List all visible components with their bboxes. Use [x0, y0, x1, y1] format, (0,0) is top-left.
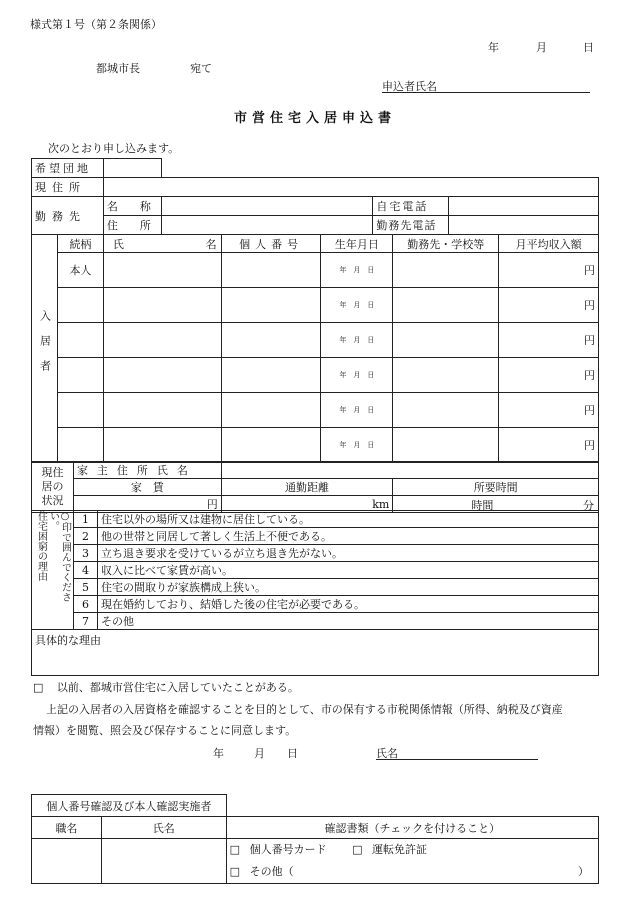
consent-signature-field[interactable] — [376, 745, 538, 760]
home-phone-label: 自宅電話 — [373, 197, 449, 216]
intro-text: 次のとおり申し込みます。 — [48, 142, 180, 155]
birthdate-cell[interactable]: 年 月 日 — [321, 288, 393, 323]
resident-name-cell[interactable] — [103, 358, 221, 393]
other-doc-label: その他（ — [249, 865, 294, 878]
resident-name-cell[interactable] — [103, 253, 221, 288]
relation-cell[interactable]: 本人 — [57, 253, 103, 288]
birthdate-cell[interactable]: 年 月 日 — [321, 323, 393, 358]
hardship-table — [31, 510, 599, 676]
previous-resident-row — [33, 679, 299, 695]
landlord-label: 家主住所氏名 — [73, 462, 221, 479]
income-cell[interactable]: 円 — [499, 253, 599, 288]
resident-row — [32, 393, 599, 428]
hardship-side-label — [32, 511, 74, 630]
specific-reason-field[interactable] — [32, 630, 599, 676]
resident-mynumber-cell[interactable] — [221, 288, 321, 323]
staff-name-field[interactable] — [101, 839, 226, 884]
reason-number[interactable]: 1 — [73, 511, 97, 528]
current-status-table — [31, 461, 599, 513]
resident-row — [32, 358, 599, 393]
resident-row — [32, 253, 599, 288]
work-phone-field[interactable] — [449, 216, 599, 235]
reason-text: 住宅の間取りが家族構成上狭い。 — [97, 579, 598, 596]
resident-name-cell[interactable] — [103, 288, 221, 323]
specific-reason-label: 具体的な理由 — [35, 634, 101, 647]
other-doc-close: ） — [578, 865, 589, 878]
staff-title-field[interactable] — [32, 839, 102, 884]
verification-heading: 個人番号確認及び本人確認実施者 — [32, 795, 227, 817]
relation-cell[interactable] — [57, 428, 103, 463]
relation-cell[interactable] — [57, 358, 103, 393]
relation-cell[interactable] — [57, 288, 103, 323]
income-cell[interactable]: 円 — [499, 323, 599, 358]
birthdate-header: 生年月日 — [321, 235, 393, 253]
consent-signature-label: 氏名 — [376, 747, 398, 760]
workplace-name-field[interactable] — [161, 197, 373, 216]
previous-resident-text: 以前、都城市営住宅に入居していたことがある。 — [56, 681, 299, 694]
resident-mynumber-cell[interactable] — [221, 358, 321, 393]
minutes-unit: 分 — [583, 499, 594, 512]
date-day-label: 日 — [583, 41, 594, 54]
drivers-license-checkbox[interactable]: □ — [352, 843, 363, 856]
workplace-address-field[interactable] — [161, 216, 373, 235]
desired-complex-label: 希望団地 — [32, 159, 104, 178]
applicant-name-label: 申込者氏名 — [382, 80, 437, 93]
page-title: 市営住宅入居申込書 — [233, 111, 396, 126]
income-cell[interactable]: 円 — [499, 358, 599, 393]
home-phone-field[interactable] — [449, 197, 599, 216]
resident-mynumber-cell[interactable] — [221, 428, 321, 463]
resident-workplace-cell[interactable] — [393, 358, 499, 393]
consent-date-day: 日 — [287, 747, 298, 760]
addressee-suffix: 宛て — [190, 62, 212, 75]
reason-number[interactable]: 3 — [73, 545, 97, 562]
reason-number[interactable]: 2 — [73, 528, 97, 545]
work-phone-label: 勤務先電話 — [373, 216, 449, 235]
birthdate-cell[interactable]: 年 月 日 — [321, 428, 393, 463]
reason-number[interactable]: 5 — [73, 579, 97, 596]
workplace-name-label: 名 称 — [103, 197, 161, 216]
resident-name-cell[interactable] — [103, 323, 221, 358]
consent-text-line2: 情報）を閲覧、照会及び保存することに同意します。 — [33, 724, 297, 737]
hardship-instruction: ○印で囲んでください。 — [47, 511, 71, 602]
relation-cell[interactable] — [57, 393, 103, 428]
commute-field[interactable]: km — [221, 496, 393, 513]
resident-workplace-cell[interactable] — [393, 428, 499, 463]
residents-table — [31, 234, 599, 463]
resident-workplace-cell[interactable] — [393, 288, 499, 323]
workplace-address-label: 住 所 — [103, 216, 161, 235]
income-cell[interactable]: 円 — [499, 393, 599, 428]
mynumber-header: 個人番号 — [221, 235, 321, 253]
mynumber-card-label: 個人番号カード — [249, 843, 327, 856]
surname-header: 氏 — [112, 237, 124, 251]
resident-row — [32, 323, 599, 358]
commute-label: 通勤距離 — [221, 479, 393, 496]
consent-text-line1: 上記の入居者の入居資格を確認することを目的として、市の保有する市税関係情報（所得、納税及び資産 — [46, 703, 563, 716]
date-month-label: 月 — [536, 41, 547, 54]
income-cell[interactable]: 円 — [499, 288, 599, 323]
income-header: 月平均収入額 — [499, 235, 599, 253]
workplace-school-header: 勤務先・学校等 — [393, 235, 499, 253]
residents-side-label — [32, 235, 58, 463]
consent-date-month: 月 — [254, 747, 265, 760]
applicant-name-field[interactable] — [382, 78, 590, 93]
resident-row — [32, 428, 599, 463]
staff-title-header: 職名 — [32, 817, 102, 839]
birthdate-cell[interactable]: 年 月 日 — [321, 393, 393, 428]
relation-cell[interactable] — [57, 323, 103, 358]
consent-date-year: 年 — [213, 747, 224, 760]
name-header — [103, 235, 221, 253]
date-year-label: 年 — [488, 41, 499, 54]
drivers-license-label: 運転免許証 — [371, 843, 427, 856]
current-address-label: 現住所 — [32, 178, 104, 197]
hardship-side-text: 住宅困窮の理由 — [35, 511, 47, 581]
resident-mynumber-cell[interactable] — [221, 323, 321, 358]
current-status-side-label: 現住 居の 状況 — [32, 462, 74, 513]
reason-number[interactable]: 6 — [73, 596, 97, 613]
resident-workplace-cell[interactable] — [393, 323, 499, 358]
docs-options — [226, 839, 598, 884]
mynumber-card-checkbox[interactable]: □ — [229, 843, 241, 856]
relation-header: 続柄 — [57, 235, 103, 253]
reason-text: 立ち退き要求を受けているが立ち退き先がない。 — [97, 545, 598, 562]
reason-text: 現在婚約しており、結婚した後の住宅が必要である。 — [97, 596, 598, 613]
reason-number[interactable]: 7 — [73, 613, 97, 630]
basic-info-table — [31, 158, 599, 235]
reason-text: 他の世帯と同居して著しく生活上不便である。 — [97, 528, 598, 545]
docs-header: 確認書類（チェックを付けること） — [226, 817, 598, 839]
reason-text: その他 — [97, 613, 598, 630]
reason-text: 住宅以外の場所又は建物に居住している。 — [97, 511, 598, 528]
hours-unit: 時間 — [471, 499, 494, 512]
given-name-header: 名 — [205, 237, 217, 251]
resident-row — [32, 288, 599, 323]
staff-name-header: 氏名 — [101, 817, 226, 839]
residents-side-text: 入居者 — [38, 309, 52, 385]
time-required-label: 所要時間 — [393, 479, 599, 496]
birthdate-cell[interactable]: 年 月 日 — [321, 358, 393, 393]
reason-text: 収入に比べて家賃が高い。 — [97, 562, 598, 579]
verification-table — [31, 794, 599, 884]
current-address-field[interactable] — [103, 178, 598, 197]
reason-number[interactable]: 4 — [73, 562, 97, 579]
landlord-field[interactable] — [221, 462, 598, 479]
addressee: 都城市長 — [96, 62, 140, 75]
rent-field[interactable]: 円 — [73, 496, 221, 513]
desired-complex-field[interactable] — [103, 159, 161, 178]
form-number: 様式第１号（第２条関係） — [30, 18, 162, 31]
workplace-label: 勤務先 — [32, 197, 104, 235]
resident-mynumber-cell[interactable] — [221, 393, 321, 428]
resident-name-cell[interactable] — [103, 393, 221, 428]
previous-resident-checkbox[interactable]: □ — [33, 681, 44, 694]
resident-workplace-cell[interactable] — [393, 393, 499, 428]
rent-label: 家 賃 — [73, 479, 221, 496]
resident-workplace-cell[interactable] — [393, 253, 499, 288]
resident-mynumber-cell[interactable] — [221, 253, 321, 288]
income-cell[interactable]: 円 — [499, 428, 599, 463]
other-doc-checkbox[interactable]: □ — [229, 865, 241, 878]
resident-name-cell[interactable] — [103, 428, 221, 463]
birthdate-cell[interactable]: 年 月 日 — [321, 253, 393, 288]
